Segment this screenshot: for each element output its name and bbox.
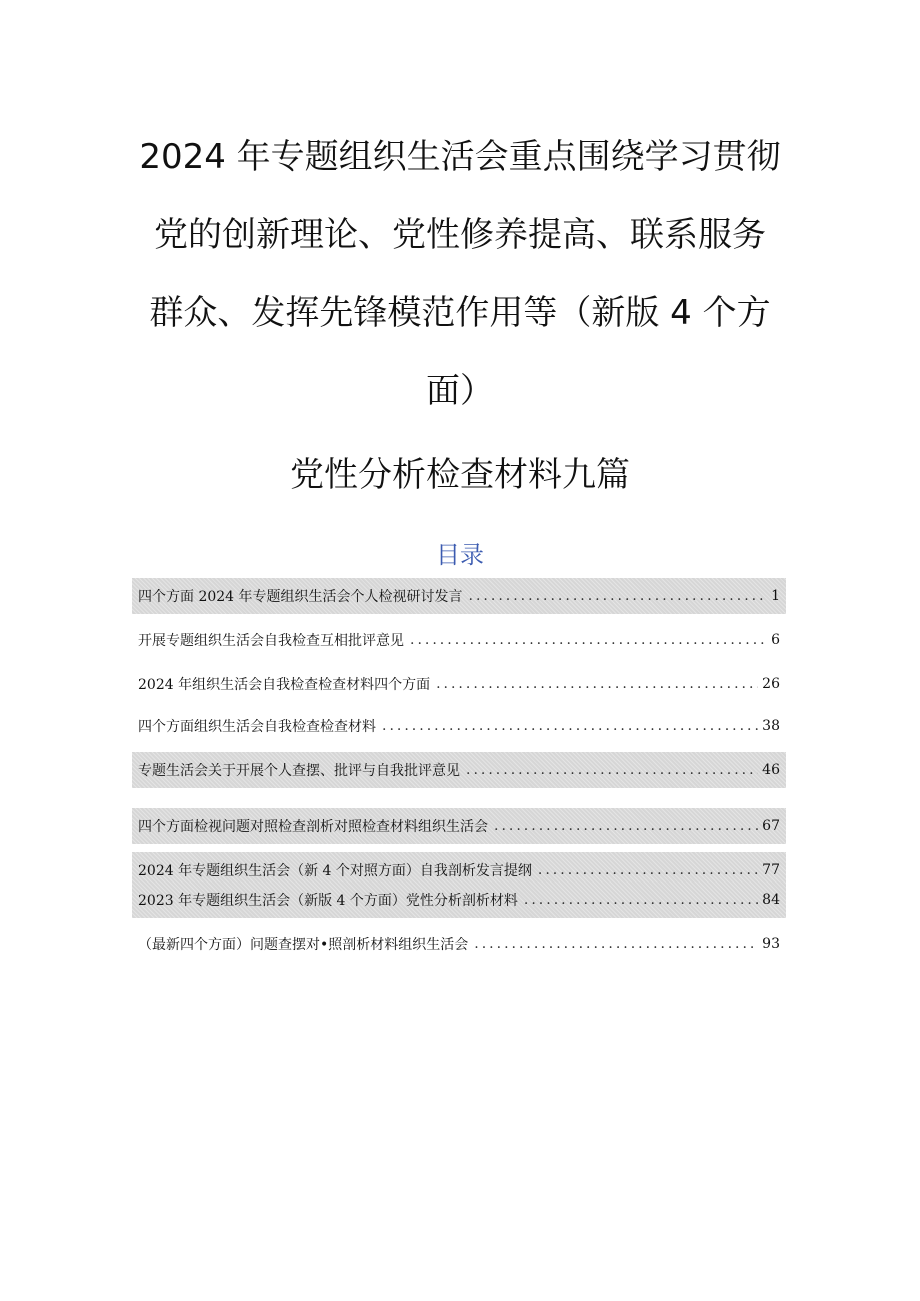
toc-entry[interactable] [132, 578, 786, 614]
toc-entry-label: 2023 年专题组织生活会（新版 4 个方面）党性分析剖析材料 [138, 893, 518, 909]
toc-entry[interactable] [132, 708, 786, 744]
toc-leader-dots [474, 936, 758, 952]
toc-entry[interactable] [132, 808, 786, 844]
toc-entry-page: 38 [762, 718, 780, 734]
toc-entry-label: 四个方面组织生活会自我检查检查材料 [138, 719, 376, 735]
title-line: 2024 年专题组织生活会重点围绕学习贯彻 [139, 137, 781, 177]
toc-entry-page: 77 [762, 862, 780, 878]
toc-leader-dots [538, 862, 758, 878]
toc-entry[interactable] [132, 882, 786, 918]
title-line: 面） [426, 371, 494, 411]
toc-entry-label: 专题生活会关于开展个人查摆、批评与自我批评意见 [138, 763, 460, 779]
document-subtitle: 党性分析检查材料九篇 [290, 455, 630, 495]
toc-heading: 目录 [436, 541, 484, 569]
toc-entry-page: 84 [762, 892, 780, 908]
toc-entry-label: 四个方面检视问题对照检查剖析对照检查材料组织生活会 [138, 819, 488, 835]
toc-entry-page: 67 [762, 818, 780, 834]
toc-leader-dots [436, 676, 758, 692]
toc-entry[interactable] [132, 622, 786, 658]
toc-entry[interactable] [132, 926, 786, 962]
toc-leader-dots [469, 588, 768, 604]
toc-leader-dots [524, 892, 758, 908]
toc-leader-dots [382, 718, 758, 734]
title-line: 党的创新理论、党性修养提高、联系服务 [154, 215, 766, 255]
toc-entry-label: 开展专题组织生活会自我检查互相批评意见 [138, 633, 404, 649]
toc-leader-dots [494, 818, 758, 834]
toc-entry[interactable] [132, 666, 786, 702]
title-line: 群众、发挥先锋模范作用等（新版 4 个方 [149, 293, 771, 333]
toc-entry-label: 2024 年组织生活会自我检查检查材料四个方面 [138, 677, 431, 693]
toc-leader-dots [466, 762, 758, 778]
toc-entry-page: 46 [762, 762, 780, 778]
toc-entry[interactable] [132, 752, 786, 788]
toc-entry-page: 26 [762, 676, 780, 692]
document-title [0, 118, 920, 508]
toc-entry-label: 四个方面 2024 年专题组织生活会个人检视研讨发言 [138, 589, 463, 605]
toc-leader-dots [410, 632, 767, 648]
toc-entry-page: 6 [771, 632, 780, 648]
toc-entry-page: 93 [762, 936, 780, 952]
toc-entry-page: 1 [771, 588, 780, 604]
toc-entry-label: （最新四个方面）问题查摆对•照剖析材料组织生活会 [138, 937, 469, 953]
toc-entry-label: 2024 年专题组织生活会（新 4 个对照方面）自我剖析发言提纲 [138, 863, 532, 879]
